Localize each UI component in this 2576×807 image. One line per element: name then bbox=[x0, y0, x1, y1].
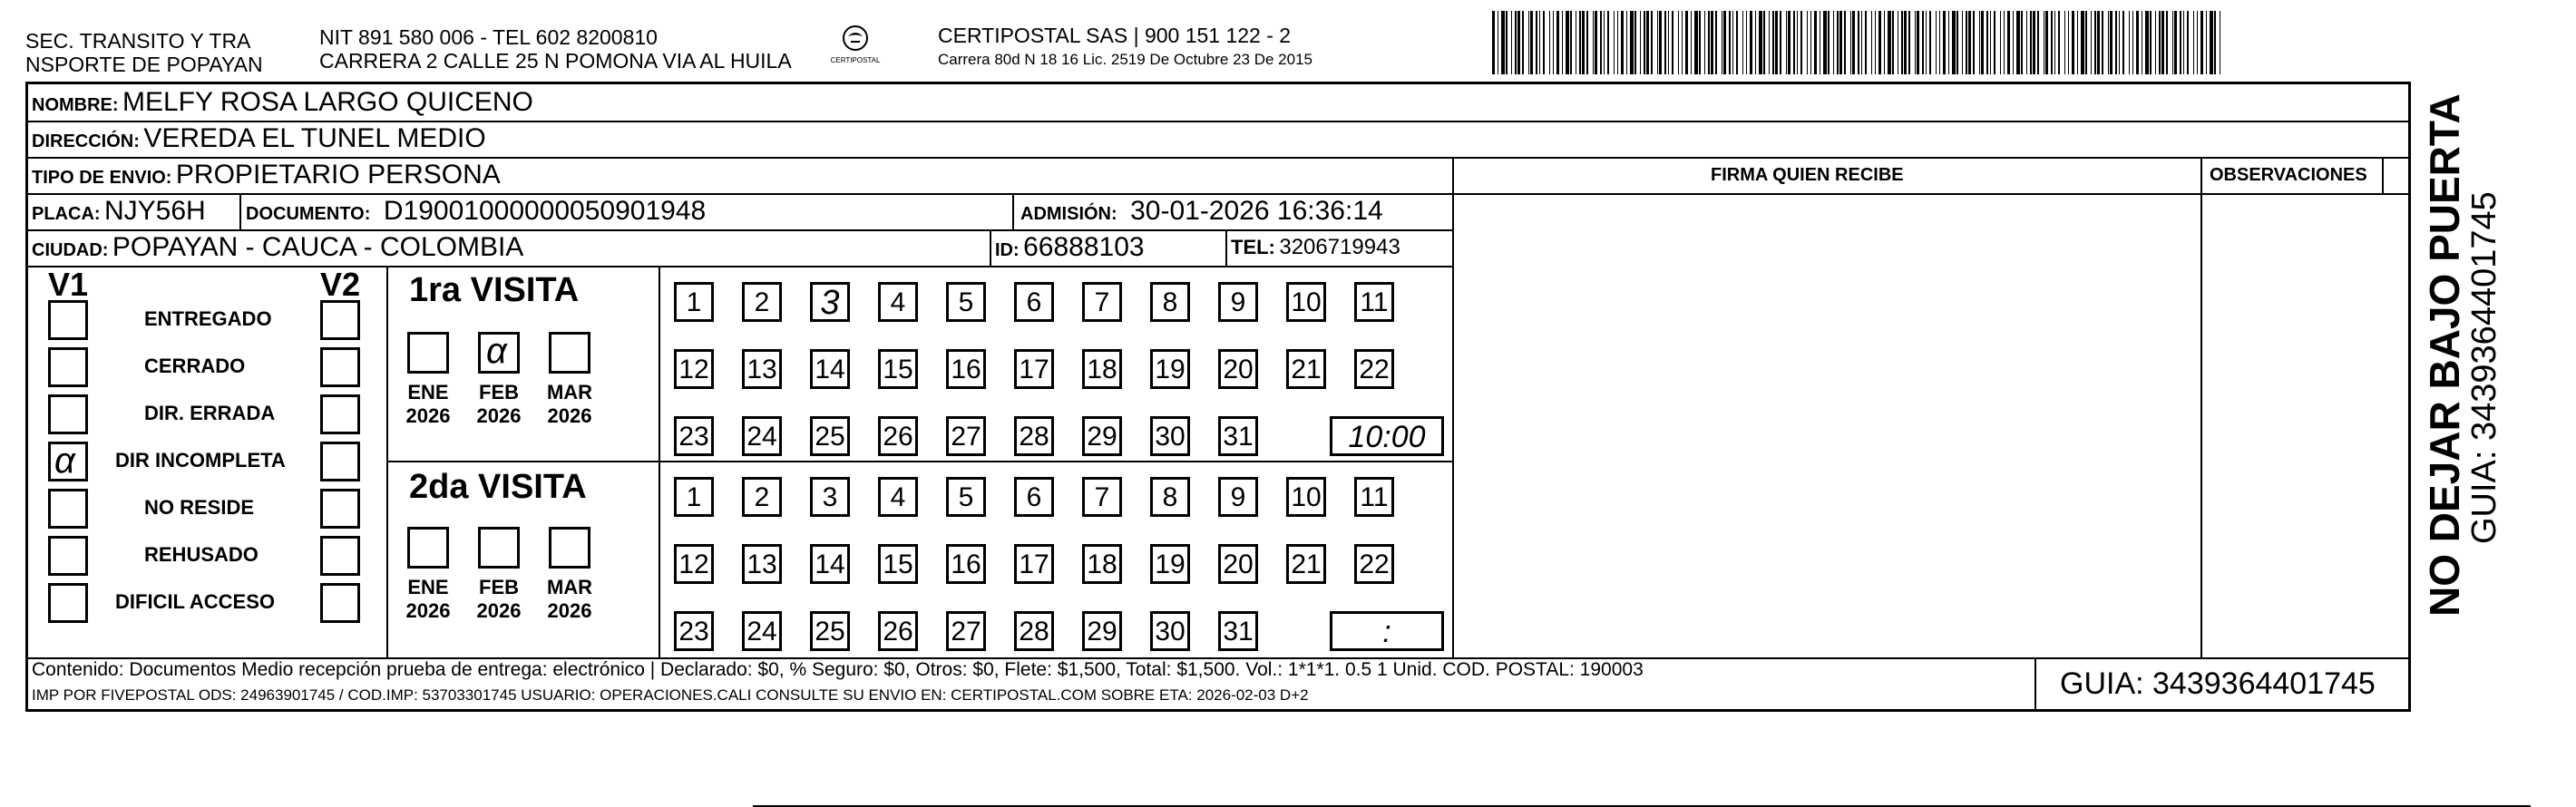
day-number: 6 bbox=[1026, 287, 1042, 317]
day-box[interactable] bbox=[810, 611, 850, 651]
day-box[interactable] bbox=[742, 349, 782, 389]
time-box[interactable]: 10:00 bbox=[1330, 416, 1444, 456]
day-number: 24 bbox=[746, 422, 777, 452]
footer-content: Contenido: Documentos Medio recepción prueba de entrega: electrónico | Declarado: $0, % Seguro: $0, Otros: $0, Flete: $1,500, Total: $1,500. Vol.: 1*1*1. 0.5 1 Unid. COD. POSTAL: 190003 bbox=[32, 659, 1644, 680]
day-box[interactable] bbox=[1286, 544, 1326, 584]
day-box[interactable] bbox=[1014, 477, 1054, 517]
tipo-envio-label: TIPO DE ENVIO: bbox=[32, 168, 172, 188]
company-block bbox=[938, 24, 1312, 69]
day-box[interactable] bbox=[1218, 349, 1258, 389]
day-number: 30 bbox=[1155, 422, 1186, 452]
org-line2: NSPORTE DE POPAYAN bbox=[25, 53, 263, 76]
day-box[interactable] bbox=[1286, 282, 1326, 322]
day-box[interactable] bbox=[1082, 282, 1122, 322]
day-number: 20 bbox=[1223, 549, 1254, 579]
day-box[interactable] bbox=[810, 477, 850, 517]
day-box[interactable] bbox=[878, 416, 918, 456]
day-number: 31 bbox=[1223, 617, 1254, 647]
day-box[interactable] bbox=[810, 349, 850, 389]
admision-value: 30-01-2026 16:36:14 bbox=[1130, 196, 1383, 226]
status-label: CERRADO bbox=[144, 355, 246, 377]
day-box[interactable] bbox=[674, 544, 714, 584]
day-box[interactable] bbox=[878, 282, 918, 322]
status-label: DIR INCOMPLETA bbox=[115, 449, 286, 472]
placa-label: PLACA: bbox=[32, 204, 101, 224]
day-box[interactable] bbox=[1354, 544, 1394, 584]
month-checkbox-ene[interactable] bbox=[407, 527, 449, 569]
v1-checkbox[interactable] bbox=[48, 583, 88, 623]
day-box[interactable] bbox=[1082, 477, 1122, 517]
day-number: 2 bbox=[754, 287, 770, 317]
placa-cell bbox=[32, 196, 206, 231]
day-number: 22 bbox=[1359, 549, 1390, 579]
day-number: 11 bbox=[1360, 482, 1389, 512]
v2-checkbox[interactable] bbox=[320, 442, 360, 481]
day-number: 3 bbox=[822, 482, 838, 512]
day-box[interactable] bbox=[946, 416, 986, 456]
direccion-value: VEREDA EL TUNEL MEDIO bbox=[143, 123, 486, 153]
day-number: 28 bbox=[1019, 422, 1049, 452]
day-number: 16 bbox=[951, 549, 981, 579]
month-checkbox-mar[interactable] bbox=[549, 332, 590, 374]
nombre-value: MELFY ROSA LARGO QUICENO bbox=[122, 87, 533, 117]
status-label: DIR. ERRADA bbox=[144, 402, 276, 424]
month-year: 2026 bbox=[405, 599, 451, 622]
day-number: 9 bbox=[1230, 287, 1246, 317]
month-checkbox-feb[interactable] bbox=[478, 527, 520, 569]
v2-checkbox[interactable] bbox=[320, 300, 360, 340]
month-label bbox=[470, 576, 528, 623]
day-box[interactable] bbox=[878, 611, 918, 651]
logo-text: CERTIPOSTAL bbox=[830, 56, 881, 64]
day-box[interactable] bbox=[878, 544, 918, 584]
day-number: 1 bbox=[686, 482, 702, 512]
org-line1: SEC. TRANSITO Y TRA bbox=[25, 29, 251, 53]
day-box[interactable] bbox=[1150, 544, 1190, 584]
org-name bbox=[25, 29, 263, 76]
day-number: 13 bbox=[746, 549, 777, 579]
day-box[interactable] bbox=[1014, 282, 1054, 322]
day-number: 18 bbox=[1087, 355, 1117, 384]
documento-cell bbox=[246, 196, 706, 231]
status-label: ENTREGADO bbox=[144, 307, 272, 330]
admision-label: ADMISIÓN: bbox=[1020, 204, 1117, 224]
day-number: 24 bbox=[746, 617, 777, 647]
v2-header: V2 bbox=[320, 266, 361, 303]
documento-value: D19001000000050901948 bbox=[383, 196, 707, 226]
month-label bbox=[541, 381, 599, 428]
day-box[interactable] bbox=[1218, 282, 1258, 322]
day-box[interactable] bbox=[1014, 611, 1054, 651]
day-box[interactable] bbox=[810, 544, 850, 584]
day-number: 7 bbox=[1094, 482, 1110, 512]
day-box[interactable] bbox=[1150, 349, 1190, 389]
day-number: 14 bbox=[815, 355, 845, 384]
day-box[interactable] bbox=[1218, 477, 1258, 517]
ciudad-value: POPAYAN - CAUCA - COLOMBIA bbox=[112, 232, 524, 262]
day-number: 19 bbox=[1155, 355, 1186, 384]
v2-checkbox[interactable] bbox=[320, 489, 360, 529]
company-line1: CERTIPOSTAL SAS | 900 151 122 - 2 bbox=[938, 24, 1292, 47]
day-number: 4 bbox=[890, 287, 906, 317]
day-box[interactable] bbox=[1082, 544, 1122, 584]
day-box[interactable] bbox=[1150, 477, 1190, 517]
day-number: 3 bbox=[820, 284, 840, 322]
day-number: 12 bbox=[678, 549, 709, 579]
observaciones-label: OBSERVACIONES bbox=[2210, 165, 2367, 185]
month-year: 2026 bbox=[547, 599, 592, 622]
first-visit-title: 1ra VISITA bbox=[409, 271, 580, 309]
day-number: 22 bbox=[1359, 355, 1390, 384]
day-number: 1 bbox=[686, 287, 702, 317]
direccion-label: DIRECCIÓN: bbox=[32, 131, 140, 151]
day-box[interactable] bbox=[742, 477, 782, 517]
day-number: 13 bbox=[746, 355, 777, 384]
id-cell bbox=[995, 232, 1145, 267]
month-year: 2026 bbox=[547, 404, 592, 427]
day-box[interactable] bbox=[742, 416, 782, 456]
day-number: 18 bbox=[1087, 549, 1117, 579]
day-box[interactable] bbox=[946, 282, 986, 322]
day-box[interactable] bbox=[742, 544, 782, 584]
day-number: 29 bbox=[1087, 617, 1117, 647]
day-number: 2 bbox=[754, 482, 770, 512]
day-box[interactable] bbox=[1014, 349, 1054, 389]
day-number: 8 bbox=[1162, 482, 1178, 512]
day-number: 10 bbox=[1291, 287, 1322, 317]
day-number: 30 bbox=[1155, 617, 1186, 647]
tel-label: TEL: bbox=[1231, 236, 1275, 258]
month-name: FEB bbox=[479, 576, 519, 598]
day-box[interactable] bbox=[742, 611, 782, 651]
day-number: 23 bbox=[678, 422, 709, 452]
day-box[interactable] bbox=[1354, 282, 1394, 322]
tel-cell bbox=[1231, 232, 1400, 266]
v1-checkbox[interactable] bbox=[48, 489, 88, 529]
day-box[interactable] bbox=[1218, 544, 1258, 584]
day-box[interactable] bbox=[810, 282, 850, 322]
day-number: 26 bbox=[883, 617, 913, 647]
company-logo bbox=[824, 22, 887, 73]
direccion-row bbox=[32, 123, 486, 159]
day-number: 25 bbox=[815, 422, 845, 452]
day-box[interactable] bbox=[1014, 544, 1054, 584]
v2-checkbox[interactable] bbox=[320, 583, 360, 623]
day-number: 21 bbox=[1291, 549, 1322, 579]
v1-checkbox[interactable] bbox=[48, 536, 88, 576]
nombre-label: NOMBRE: bbox=[32, 95, 119, 115]
day-box[interactable] bbox=[1354, 349, 1394, 389]
firma-label: FIRMA QUIEN RECIBE bbox=[1711, 165, 1904, 185]
day-number: 27 bbox=[951, 422, 981, 452]
day-box[interactable] bbox=[1286, 477, 1326, 517]
month-checkbox-mar[interactable] bbox=[549, 527, 590, 569]
day-box[interactable] bbox=[1082, 349, 1122, 389]
month-year: 2026 bbox=[476, 404, 522, 427]
month-name: ENE bbox=[407, 381, 449, 404]
v1-header: V1 bbox=[48, 266, 89, 303]
day-box[interactable] bbox=[946, 544, 986, 584]
day-box[interactable] bbox=[946, 349, 986, 389]
v1-checkbox[interactable] bbox=[48, 442, 88, 481]
v1-checkbox[interactable] bbox=[48, 300, 88, 340]
ciudad-label: CIUDAD: bbox=[32, 240, 109, 260]
day-box[interactable] bbox=[742, 282, 782, 322]
day-box[interactable] bbox=[946, 477, 986, 517]
day-number: 8 bbox=[1162, 287, 1178, 317]
footer-imp: IMP POR FIVEPOSTAL ODS: 24963901745 / COD.IMP: 53703301745 USUARIO: OPERACIONES.CALI CONSULTE SU ENVIO EN: CERTIPOSTAL.COM SOBRE ETA: 2026-02-03 D+2 bbox=[32, 686, 1309, 704]
barcode bbox=[1492, 11, 2227, 74]
day-number: 27 bbox=[951, 617, 981, 647]
admision-cell bbox=[1020, 196, 1383, 231]
day-box[interactable] bbox=[674, 349, 714, 389]
day-number: 29 bbox=[1087, 422, 1117, 452]
documento-label: DOCUMENTO: bbox=[246, 204, 371, 224]
day-box[interactable] bbox=[878, 477, 918, 517]
day-number: 5 bbox=[958, 482, 974, 512]
nit-line2: CARRERA 2 CALLE 25 N POMONA VIA AL HUILA bbox=[319, 49, 792, 73]
day-number: 23 bbox=[678, 617, 709, 647]
v2-checkbox[interactable] bbox=[320, 347, 360, 387]
status-label: NO RESIDE bbox=[144, 496, 255, 519]
day-number: 15 bbox=[883, 355, 913, 384]
v2-checkbox[interactable] bbox=[320, 394, 360, 434]
day-box[interactable] bbox=[1150, 282, 1190, 322]
ciudad-cell bbox=[32, 232, 523, 267]
day-box[interactable] bbox=[1354, 477, 1394, 517]
company-line2: Carrera 80d N 18 16 Lic. 2519 De Octubre 23 De 2015 bbox=[938, 51, 1312, 68]
day-box[interactable] bbox=[1286, 349, 1326, 389]
status-label: REHUSADO bbox=[144, 543, 259, 566]
tipo-envio-value: PROPIETARIO PERSONA bbox=[175, 160, 501, 190]
day-number: 4 bbox=[890, 482, 906, 512]
day-number: 16 bbox=[951, 355, 981, 384]
month-label bbox=[470, 381, 528, 428]
v1-checkbox[interactable] bbox=[48, 394, 88, 434]
day-number: 25 bbox=[815, 617, 845, 647]
footer-guia: GUIA: 3439364401745 bbox=[2060, 666, 2376, 701]
v2-checkbox[interactable] bbox=[320, 536, 360, 576]
day-number: 11 bbox=[1360, 287, 1389, 317]
shipping-form bbox=[25, 82, 2411, 712]
check-mark-icon: α bbox=[486, 331, 507, 371]
no-dejar-warning: NO DEJAR BAJO PUERTA bbox=[2421, 93, 2468, 617]
day-box[interactable] bbox=[810, 416, 850, 456]
day-number: 9 bbox=[1230, 482, 1246, 512]
day-box[interactable] bbox=[878, 349, 918, 389]
day-number: 6 bbox=[1026, 482, 1042, 512]
day-box[interactable] bbox=[1150, 416, 1190, 456]
nit-line1: NIT 891 580 006 - TEL 602 8200810 bbox=[319, 25, 658, 49]
month-label bbox=[399, 576, 457, 623]
month-checkbox-ene[interactable] bbox=[407, 332, 449, 374]
placa-value: NJY56H bbox=[104, 196, 206, 226]
day-box[interactable] bbox=[1082, 416, 1122, 456]
day-number: 20 bbox=[1223, 355, 1254, 384]
day-box[interactable] bbox=[1150, 611, 1190, 651]
status-label: DIFICIL ACCESO bbox=[115, 590, 276, 613]
month-label bbox=[399, 381, 457, 428]
day-number: 5 bbox=[958, 287, 974, 317]
time-box[interactable]: : bbox=[1330, 611, 1444, 651]
day-box[interactable] bbox=[674, 416, 714, 456]
day-box[interactable] bbox=[1218, 416, 1258, 456]
second-visit-title: 2da VISITA bbox=[409, 468, 587, 506]
month-checkbox-feb[interactable] bbox=[478, 332, 520, 374]
month-year: 2026 bbox=[405, 404, 451, 427]
day-box[interactable] bbox=[1082, 611, 1122, 651]
day-number: 21 bbox=[1291, 355, 1322, 384]
check-mark-icon: α bbox=[54, 441, 75, 481]
month-name: ENE bbox=[407, 576, 449, 598]
day-number: 17 bbox=[1019, 549, 1049, 579]
nombre-row bbox=[32, 87, 533, 122]
day-number: 7 bbox=[1094, 287, 1110, 317]
day-number: 10 bbox=[1291, 482, 1322, 512]
month-name: MAR bbox=[546, 576, 593, 598]
day-box[interactable] bbox=[674, 282, 714, 322]
month-label bbox=[541, 576, 599, 623]
day-number: 12 bbox=[678, 355, 709, 384]
nit-block bbox=[319, 25, 792, 73]
tel-value: 3206719943 bbox=[1279, 235, 1400, 259]
day-box[interactable] bbox=[946, 611, 986, 651]
month-name: MAR bbox=[546, 381, 593, 404]
id-label: ID: bbox=[995, 240, 1020, 260]
day-number: 14 bbox=[815, 549, 845, 579]
month-year: 2026 bbox=[476, 599, 522, 622]
day-number: 19 bbox=[1155, 549, 1186, 579]
day-box[interactable] bbox=[674, 611, 714, 651]
day-number: 31 bbox=[1223, 422, 1254, 452]
v1-checkbox[interactable] bbox=[48, 347, 88, 387]
tipo-envio-row bbox=[32, 160, 501, 195]
day-box[interactable] bbox=[1218, 611, 1258, 651]
month-name: FEB bbox=[479, 381, 519, 404]
side-guia: GUIA: 3439364401745 bbox=[2465, 191, 2503, 544]
day-number: 15 bbox=[883, 549, 913, 579]
day-box[interactable] bbox=[674, 477, 714, 517]
day-box[interactable] bbox=[1014, 416, 1054, 456]
day-number: 26 bbox=[883, 422, 913, 452]
day-number: 17 bbox=[1019, 355, 1049, 384]
id-value: 66888103 bbox=[1023, 232, 1145, 262]
day-number: 28 bbox=[1019, 617, 1049, 647]
